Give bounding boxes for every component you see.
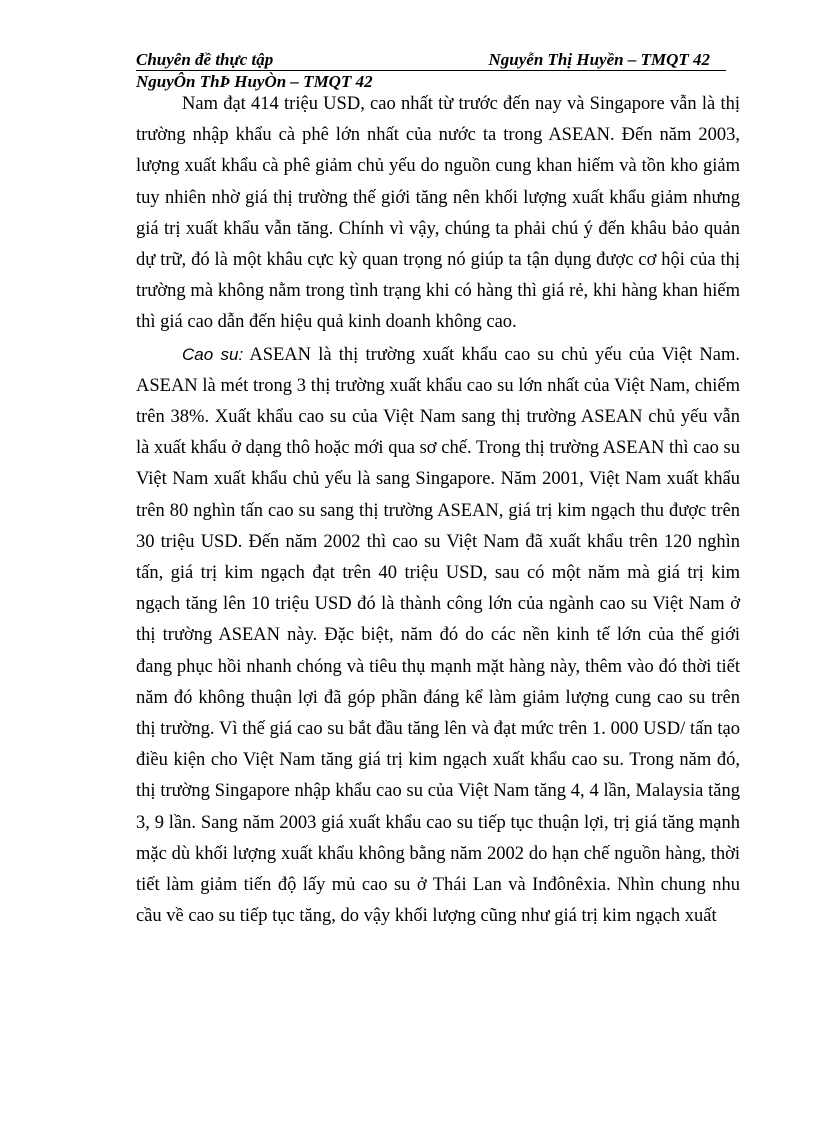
header-author: Nguyễn Thị Huyền – TMQT 42 (488, 50, 710, 69)
paragraph-coffee (136, 89, 740, 339)
document-body (136, 89, 740, 932)
garbled-author-line: NguyÔn ThÞ HuyÒn – TMQT 42 (136, 72, 373, 91)
paragraph-text: ASEAN là thị trường xuất khẩu cao su chủ yếu của Việt Nam. ASEAN là mét trong 3 thị trường xuất khẩu cao su lớn nhất của Việt Nam, chiếm trên 38%. Xuất khẩu cao su của Việt Nam sang thị trường ASEAN chủ yếu vẫn là xuất khẩu ở dạng thô hoặc mới qua sơ chế. Trong thị trường ASEAN thì cao su Việt Nam xuất khẩu chủ yếu là sang Singapore. Năm 2001, Việt Nam xuất khẩu trên 80 nghìn tấn cao su sang thị trường ASEAN, giá trị kim ngạch thu được trên 30 triệu USD. Đến năm 2002 thì cao su Việt Nam đã xuất khẩu trên 120 nghìn tấn, giá trị kim ngạch đạt trên 40 triệu USD, sau có một năm mà giá trị kim ngạch tăng lên 10 triệu USD đó là thành công lớn của ngành cao su Việt Nam ở thị trường ASEAN này. Đặc biệt, năm đó do các nền kinh tế lớn của thế giới đang phục hồi nhanh chóng và tiêu thụ mạnh mặt hàng này, thêm vào đó thời tiết năm đó không thuận lợi đã góp phần đáng kể làm giảm lượng cung cao su trên thị trường. Vì thế giá cao su bắt đầu tăng lên và đạt mức trên 1. 000 USD/ tấn tạo điều kiện cho Việt Nam tăng giá trị kim ngạch xuất khẩu cao su. Trong năm đó, thị trường Singapore nhập khẩu cao su của Việt Nam tăng 4, 4 lần, Malaysia tăng 3, 9 lần. Sang năm 2003 giá xuất khẩu cao su tiếp tục thuận lợi, trị giá tăng mạnh mặc dù khối lượng xuất khẩu không bằng năm 2002 do hạn chế nguồn hàng, thời tiết làm giảm tiến độ lấy mủ cao su ở Thái Lan và Inđônêxia. Nhìn chung nhu cầu về cao su tiếp tục tăng, do vậy khối lượng cũng như giá trị kim ngạch xuất (136, 344, 740, 927)
paragraph-rubber (136, 339, 740, 933)
paragraph-lead: Cao su: (182, 344, 244, 364)
paragraph-text: Nam đạt 414 triệu USD, cao nhất từ trước đến nay và Singapore vẫn là thị trường nhập khẩu cà phê lớn nhất của nước ta trong ASEAN. Đến năm 2003, lượng xuất khẩu cà phê giảm chủ yếu do nguồn cung khan hiếm và tồn kho giảm tuy nhiên nhờ giá thị trường thế giới tăng nên khối lượng xuất khẩu giảm nhưng giá trị xuất khẩu vẫn tăng. Chính vì vậy, chúng ta phải chú ý đến khâu bảo quản dự trữ, đó là một khâu cực kỳ quan trọng nó giúp ta tận dụng được cơ hội của thị trường mà không nằm trong tình trạng khi có hàng thì giá rẻ, khi hàng khan hiếm thì giá cao dẫn đến hiệu quả kinh doanh không cao. (136, 94, 740, 333)
page-header (136, 46, 726, 71)
header-document-type: Chuyên đề thực tập (136, 50, 274, 69)
